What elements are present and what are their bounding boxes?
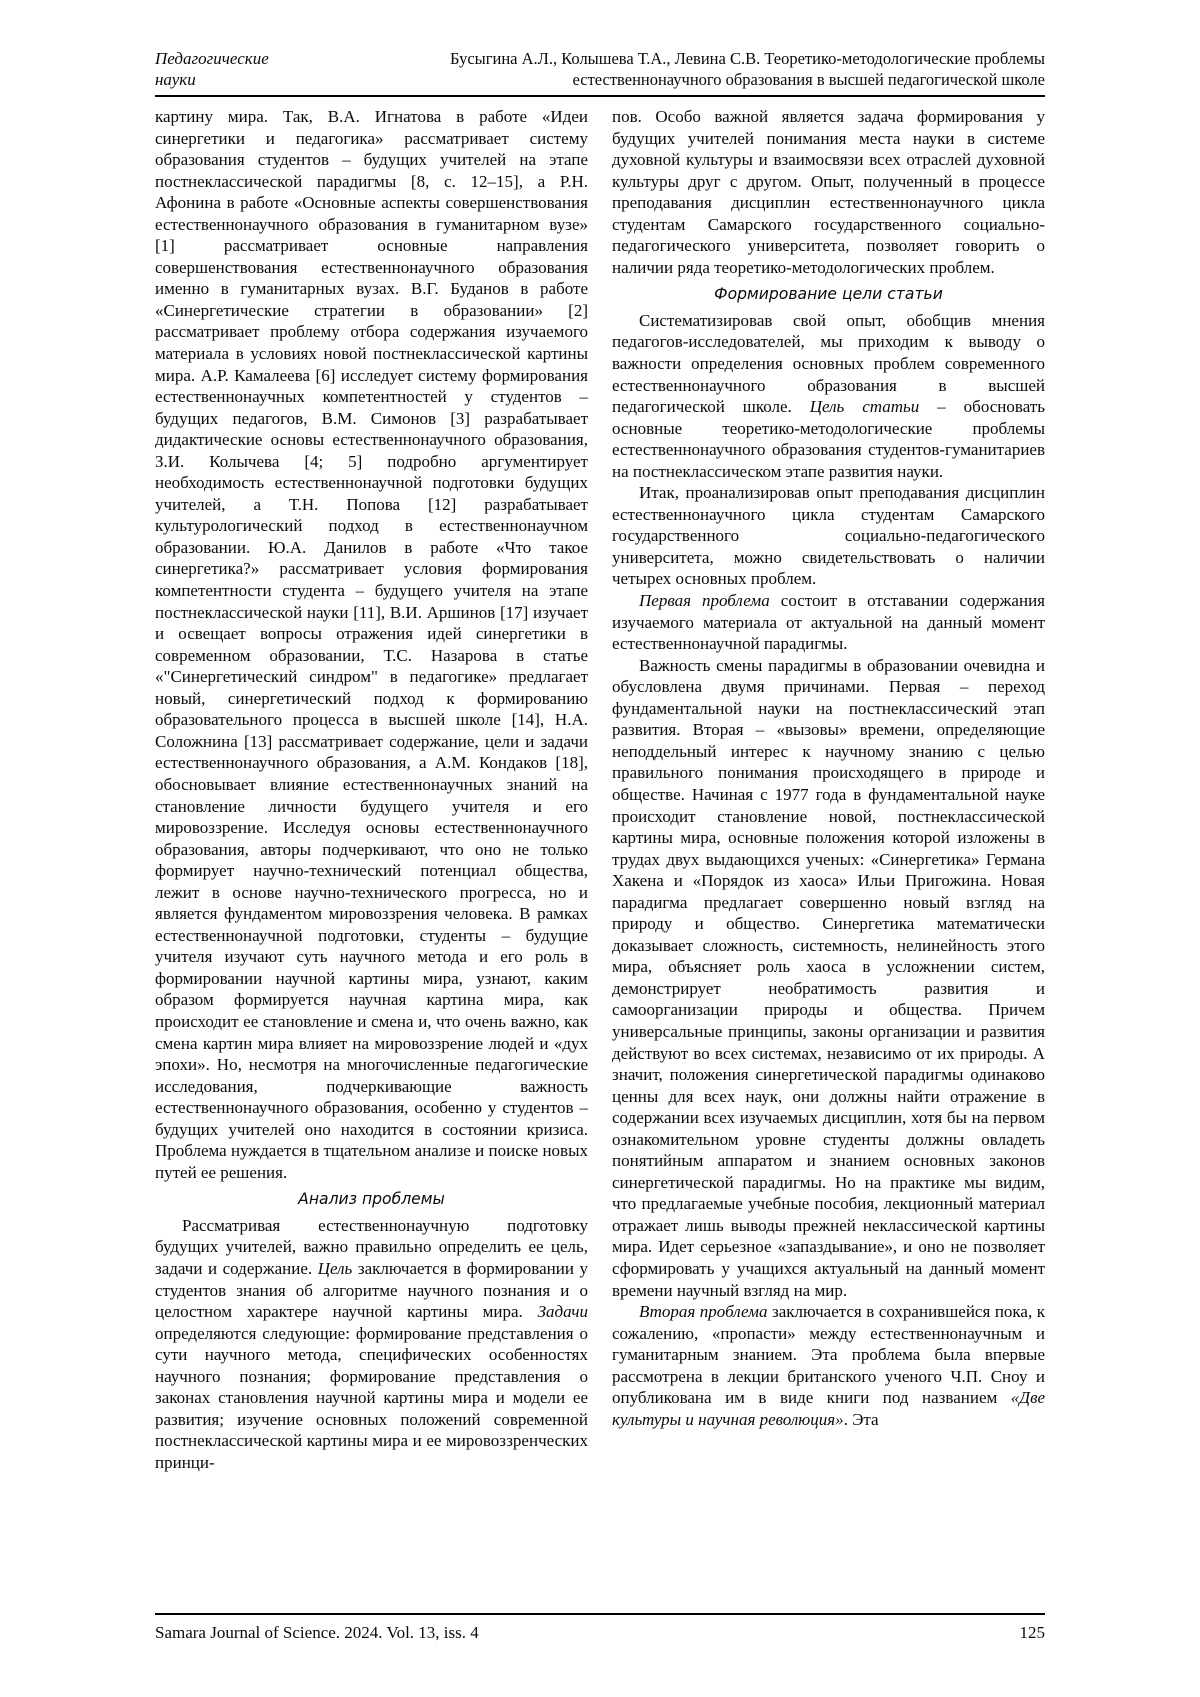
section-heading: Формирование цели статьи <box>714 285 943 304</box>
page-number: 125 <box>1019 1623 1045 1642</box>
journal-section <box>155 48 269 90</box>
paragraph: Первая проблема состоит в отставании содержания изучаемого материала от актуальной на данный момент естественнонаучной парадигмы. <box>612 591 1045 654</box>
paragraph: Важность смены парадигмы в образовании очевидна и обусловлена двумя причинами. Первая – переход фундаментальной науки на постнеклассический этап развития. Вторая – «вызовы» времени, определяющие неподдельный интерес к научному знанию с целью правильного понимания происходящего в природе и обществе. Начиная с 1977 года в фундаментальной науке происходит становление новой, постнеклассической картины мира, основные положения которой изложены в трудах двух выдающихся ученых: «Синергетика» Германа Хакена и «Порядок из хаоса» Ильи Пригожина. Новая парадигма предлагает совершенно новый взгляд на природу и общество. Синергетика математически доказывает сложность, системность, нелинейность этого мира, объясняет роль хаоса в усложнении систем, демонстрирует необратимость развития и самоорганизации природы и общества. Причем универсальные принципы, законы организации и развития действуют во всех системах, независимо от их природы. А значит, положения синергетической парадигмы одинаково ценны для всех наук, они должны найти отражение в содержании всех изучаемых дисциплин, хотя бы на первом ознакомительном уровне студенты должны овладеть понятийным аппаратом и знанием основных законов синергетической парадигмы. Но на практике мы видим, что предлагаемые учебные пособия, лекционный материал отражает лишь выводы прежней неклассической картины мира. Идет серьезное «запаздывание», и оно не позволяет сформировать у учащихся актуальный на данный момент времени научный взгляд на мир. <box>612 655 1045 1300</box>
left-column <box>155 106 588 1604</box>
running-head <box>450 48 1045 90</box>
paragraph: Рассматривая естественнонаучную подготовку будущих учителей, важно правильно определить ее цель, задачи и содержание. Цель заключается в формировании у студентов знания об алгоритме научного познания и о целостном характере научной картины мира. Задачи определяются следующие: формирование представления о сути научного метода, специфических особенностях научного познания; формирование представления о законах становления научной картины мира и модели ее развития; изучение основных положений современной постнеклассической картины мира и ее мировоззренческих принци- <box>155 1215 588 1472</box>
right-column <box>612 106 1045 1604</box>
paragraph: Итак, проанализировав опыт преподавания дисциплин естественнонаучного цикла студентам Самарского государственного социально-педагогического университета, можно свидетельствовать о наличии четырех основных проблем. <box>612 483 1045 589</box>
paragraph: пов. Особо важной является задача формирования у будущих учителей понимания места науки в системе духовной культуры и взаимосвязи всех отраслей духовной культуры друг с другом. Опыт, полученный в процессе преподавания дисциплин естественнонаучного цикла студентам Самарского государственного социально-педагогического университета, позволяет говорить о наличии ряда теоретико-методологических проблем. <box>612 107 1045 277</box>
page <box>155 48 1045 1604</box>
paragraph: картину мира. Так, В.А. Игнатова в работе «Идеи синергетики и педагогика» рассматривает систему образования студентов – будущих учителей на этапе постнеклассической парадигмы [8, с. 12–15], а Р.Н. Афонина в работе «Основные аспекты совершенствования естественнонаучного образования в гуманитарном вузе» [1] рассматривает основные направления совершенствования естественнонаучного образования именно в гуманитарных вузах. В.Г. Буданов в работе «Синергетические стратегии в образовании» [2] рассматривает проблему отбора содержания изучаемого материала в условиях новой постнеклассической картины мира. А.Р. Камалеева [6] исследует систему формирования естественнонаучных компетентностей у студентов – будущих педагогов, В.М. Симонов [3] разрабатывает дидактические основы естественнонаучного образования, З.И. Колычева [4; 5] подробно аргументирует необходимость естественнонаучной подготовки будущих учителей, а Т.Н. Попова [12] разрабатывает культурологический подход в естественнонаучном образовании. Ю.А. Данилов в работе «Что такое синергетика?» рассматривает условия формирования компетентности студента – будущего учителя на этапе постнеклассической науки [11], В.И. Аршинов [17] изучает и освещает вопросы отражения идей синергетики в современном образовании, Т.С. Назарова в статье «"Синергетический синдром" в педагогике» предлагает новый, синергетический подход к формированию образовательного процесса в высшей школе [14], Н.А. Соложнина [13] рассматривает содержание, цели и задачи естественнонаучного образования, а А.М. Кондаков [18], обосновывает влияние естественнонаучных знаний на становление личности будущего учителя и его мировоззрение. Исследуя основы естественнонаучного образования, авторы подчеркивают, что оно не только формирует научно-технический потенциал общества, лежит в основе научно-технического прогресса, но и является фундаментом мировоззрения человека. В рамках естественнонаучной подготовки, студенты – будущие учителя изучают суть научного метода и его роль в формировании научной картины мира, узнают, каким образом формируется научная картина мира, как происходит ее становление и смена и, что очень важно, как смена картин мира влияет на мировоззрение людей и «дух эпохи». Но, несмотря на многочисленные педагогические исследования, подчеркивающие важность естественнонаучного образования, особенно у студентов – будущих учителей оно находится в состоянии кризиса. Проблема нуждается в тщательном анализе и поиске новых путей ее решения. <box>155 107 588 1182</box>
section-heading: Анализ проблемы <box>298 1190 445 1209</box>
article-body <box>155 106 1045 1604</box>
paragraph: Вторая проблема заключается в сохранившейся пока, к сожалению, «пропасти» между естественнонаучным и гуманитарным знанием. Эта проблема была впервые рассмотрена в лекции британского ученого Ч.П. Сноу и опубликована им в виде книги под названием «Две культуры и научная революция». Эта <box>612 1302 1045 1429</box>
running-header <box>155 48 1045 97</box>
footer-journal: Samara Journal of Science. 2024. Vol. 13, iss. 4 <box>155 1623 479 1642</box>
running-head-line: естественнонаучного образования в высшей педагогической школе <box>572 70 1045 89</box>
journal-section-line: науки <box>155 70 196 89</box>
journal-section-line: Педагогические <box>155 49 269 68</box>
paragraph: Систематизировав свой опыт, обобщив мнения педагогов-исследователей, мы приходим к выводу о важности определения основных проблем современного естественнонаучного образования в высшей педагогической школе. Цель статьи – обосновать основные теоретико-методологические проблемы естественнонаучного образования студентов-гуманитариев на постнеклассическом этапе развития науки. <box>612 310 1045 481</box>
page-footer <box>155 1613 1045 1643</box>
running-head-line: Бусыгина А.Л., Колышева Т.А., Левина С.В. Теоретико-методологические проблемы <box>450 49 1045 68</box>
